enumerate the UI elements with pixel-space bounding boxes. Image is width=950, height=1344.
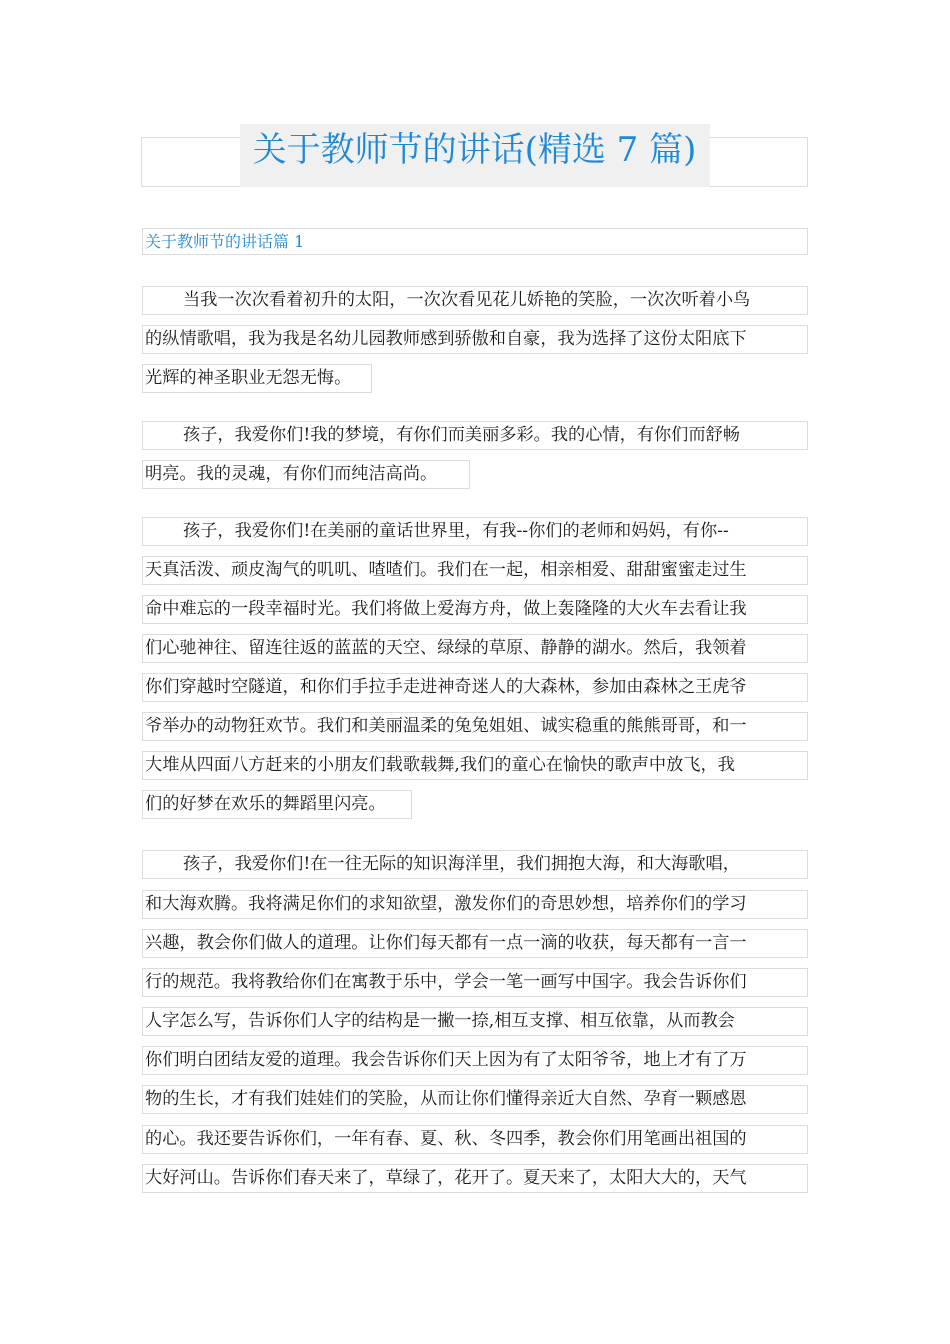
text-line: 爷举办的动物狂欢节。我们和美丽温柔的兔兔姐姐、诚实稳重的熊熊哥哥，和一 xyxy=(142,712,808,741)
text-line: 们的好梦在欢乐的舞蹈里闪亮。 xyxy=(142,790,412,819)
text-line: 兴趣，教会你们做人的道理。让你们每天都有一点一滴的收获，每天都有一言一 xyxy=(142,929,808,958)
text-line: 命中难忘的一段幸福时光。我们将做上爱海方舟，做上轰隆隆的大火车去看让我 xyxy=(142,595,808,624)
text-line: 行的规范。我将教给你们在寓教于乐中，学会一笔一画写中国字。我会告诉你们 xyxy=(142,968,808,997)
text-line: 你们穿越时空隧道，和你们手拉手走进神奇迷人的大森林，参加由森林之王虎爷 xyxy=(142,673,808,702)
text-line: 当我一次次看着初升的太阳，一次次看见花儿娇艳的笑脸，一次次听着小鸟 xyxy=(142,286,808,315)
text-line: 的纵情歌唱，我为我是名幼儿园教师感到骄傲和自豪，我为选择了这份太阳底下 xyxy=(142,325,808,354)
text-line: 孩子，我爱你们!在美丽的童话世界里，有我--你们的老师和妈妈，有你-- xyxy=(142,517,808,546)
text-line: 孩子，我爱你们!我的梦境，有你们而美丽多彩。我的心情，有你们而舒畅 xyxy=(142,421,808,450)
text-line: 的心。我还要告诉你们，一年有春、夏、秋、冬四季，教会你们用笔画出祖国的 xyxy=(142,1125,808,1154)
text-line: 明亮。我的灵魂，有你们而纯洁高尚。 xyxy=(142,460,470,489)
text-line: 光辉的神圣职业无怨无悔。 xyxy=(142,364,372,393)
document-title: 关于教师节的讲话(精选 7 篇) xyxy=(252,130,697,170)
text-line: 人字怎么写，告诉你们人字的结构是一撇一捺,相互支撑、相互依靠，从而教会 xyxy=(142,1007,808,1036)
text-line: 大好河山。告诉你们春天来了，草绿了，花开了。夏天来了，太阳大大的，天气 xyxy=(142,1164,808,1193)
text-line: 物的生长，才有我们娃娃们的笑脸，从而让你们懂得亲近大自然、孕育一颗感恩 xyxy=(142,1085,808,1114)
section-heading: 关于教师节的讲话篇 1 xyxy=(142,228,808,255)
text-line: 孩子，我爱你们!在一往无际的知识海洋里，我们拥抱大海，和大海歌唱， xyxy=(142,850,808,879)
text-line: 天真活泼、顽皮淘气的叽叽、喳喳们。我们在一起，相亲相爱、甜甜蜜蜜走过生 xyxy=(142,556,808,585)
text-line: 和大海欢腾。我将满足你们的求知欲望，激发你们的奇思妙想，培养你们的学习 xyxy=(142,890,808,919)
text-line: 大堆从四面八方赶来的小朋友们载歌载舞,我们的童心在愉快的歌声中放飞，我 xyxy=(142,751,808,780)
text-line: 们心驰神往、留连往返的蓝蓝的天空、绿绿的草原、静静的湖水。然后，我领着 xyxy=(142,634,808,663)
text-line: 你们明白团结友爱的道理。我会告诉你们天上因为有了太阳爷爷，地上才有了万 xyxy=(142,1046,808,1075)
